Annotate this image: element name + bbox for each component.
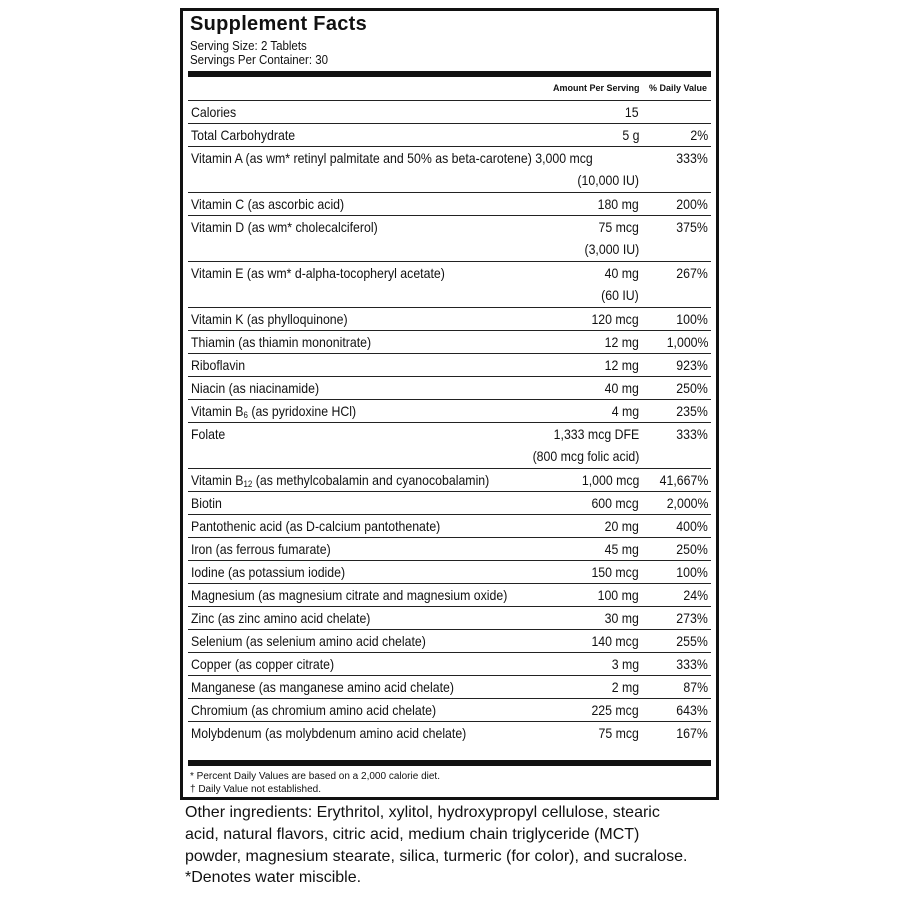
amount-per-serving: 4 mg: [611, 403, 639, 419]
daily-value-percent: 250%: [676, 541, 708, 557]
amount-per-serving: 40 mg: [604, 380, 639, 396]
nutrient-name: Biotin: [191, 495, 222, 511]
table-row: [188, 215, 711, 261]
nutrient-name: Thiamin (as thiamin mononitrate): [191, 334, 372, 350]
daily-value-percent: 167%: [676, 725, 708, 741]
daily-value-percent: 333%: [676, 426, 708, 442]
nutrient-name: Vitamin C (as ascorbic acid): [191, 196, 345, 212]
table-row: [188, 629, 711, 652]
amount-per-serving: 100 mg: [597, 587, 639, 603]
nutrient-table: [188, 100, 711, 744]
table-row: [188, 675, 711, 698]
daily-value-percent: 24%: [683, 587, 708, 603]
daily-value-percent: 1,000%: [666, 334, 708, 350]
table-row: [188, 399, 711, 422]
daily-value-percent: 2%: [690, 127, 708, 143]
nutrient-name: Niacin (as niacinamide): [191, 380, 320, 396]
amount-per-serving: 5 g: [621, 127, 639, 143]
nutrient-name: Calories: [191, 104, 237, 120]
daily-value-percent: 255%: [676, 633, 708, 649]
nutrient-name: Vitamin $B_6$ (as pyridoxine HCl): [191, 403, 357, 420]
table-row: [188, 261, 711, 307]
amount-per-serving: 1,333 mcg DFE: [553, 426, 639, 442]
nutrient-name: Vitamin A (as wm* retinyl palmitate and 50% as beta-carotene) 3,000 mcg: [191, 150, 593, 166]
panel-title: Supplement Facts: [190, 13, 368, 35]
daily-value-percent: 250%: [676, 380, 708, 396]
amount-per-serving: 15: [625, 104, 639, 120]
daily-value-percent: 100%: [676, 564, 708, 580]
table-row: [188, 537, 711, 560]
nutrient-name: Vitamin $B_{12}$ (as methylcobalamin and cyanocobalamin): [191, 472, 490, 489]
servings-per-container: Servings Per Container: 30: [190, 53, 329, 67]
amount-per-serving: 2 mg: [611, 679, 639, 695]
amount-per-serving: 3 mg: [611, 656, 639, 672]
nutrient-name: Zinc (as zinc amino acid chelate): [191, 610, 371, 626]
amount-per-serving: 75 mcg: [598, 725, 639, 741]
table-row: [188, 560, 711, 583]
nutrient-name: Manganese (as manganese amino acid chelate): [191, 679, 454, 695]
other-ingredients-line-2: acid, natural flavors, citric acid, medium chain triglyceride (MCT): [185, 826, 640, 843]
amount-per-serving: 150 mcg: [591, 564, 639, 580]
nutrient-name: Riboflavin: [191, 357, 246, 373]
nutrient-name: Chromium (as chromium amino acid chelate): [191, 702, 437, 718]
daily-value-percent: 273%: [676, 610, 708, 626]
daily-value-footnote: * Percent Daily Values are based on a 2,000 calorie diet.: [190, 771, 440, 782]
daily-value-percent: 400%: [676, 518, 708, 534]
table-row: [188, 721, 711, 744]
daily-value-percent: 267%: [676, 265, 708, 281]
supplement-facts-panel: [180, 8, 719, 800]
daily-value-percent: 87%: [683, 679, 708, 695]
daily-value-percent: 643%: [676, 702, 708, 718]
amount-per-serving: 12 mg: [604, 357, 639, 373]
nutrient-name: Vitamin K (as phylloquinone): [191, 311, 348, 327]
daily-value-percent: 2,000%: [666, 495, 708, 511]
nutrient-name: Vitamin D (as wm* cholecalciferol): [191, 219, 378, 235]
amount-per-serving: 45 mg: [604, 541, 639, 557]
amount-per-serving: 180 mg: [597, 196, 639, 212]
amount-per-serving: 225 mcg: [591, 702, 639, 718]
not-established-footnote: † Daily Value not established.: [190, 784, 322, 795]
table-row: [188, 192, 711, 215]
daily-value-percent: 333%: [676, 150, 708, 166]
amount-per-serving: 140 mcg: [591, 633, 639, 649]
table-row: [188, 698, 711, 721]
bottom-thick-rule: [188, 760, 711, 766]
table-row: [188, 514, 711, 537]
serving-size: Serving Size: 2 Tablets: [190, 39, 307, 53]
amount-per-serving: 40 mg: [604, 265, 639, 281]
nutrient-name: Iodine (as potassium iodide): [191, 564, 346, 580]
table-row: [188, 146, 711, 192]
amount-secondary: (10,000 IU): [577, 172, 639, 188]
other-ingredients-line-1: Other ingredients: Erythritol, xylitol, hydroxypropyl cellulose, stearic: [185, 804, 660, 821]
other-ingredients-line-3: powder, magnesium stearate, silica, turmeric (for color), and sucralose.: [185, 848, 688, 865]
daily-value-percent: 200%: [676, 196, 708, 212]
table-row: [188, 376, 711, 399]
daily-value-percent: 333%: [676, 656, 708, 672]
table-row: [188, 583, 711, 606]
amount-secondary: (800 mcg folic acid): [532, 448, 639, 464]
nutrient-name: Selenium (as selenium amino acid chelate): [191, 633, 426, 649]
table-row: [188, 307, 711, 330]
table-row: [188, 652, 711, 675]
amount-per-serving: 120 mcg: [591, 311, 639, 327]
daily-value-percent: 375%: [676, 219, 708, 235]
table-row: [188, 123, 711, 146]
amount-per-serving: 30 mg: [604, 610, 639, 626]
table-row: [188, 468, 711, 491]
nutrient-name: Pantothenic acid (as D-calcium pantothenate): [191, 518, 441, 534]
amount-per-serving: 12 mg: [604, 334, 639, 350]
nutrient-name: Copper (as copper citrate): [191, 656, 335, 672]
table-row: [188, 422, 711, 468]
column-header-daily-value: % Daily Value: [649, 83, 708, 93]
nutrient-name: Magnesium (as magnesium citrate and magnesium oxide): [191, 587, 508, 603]
table-row: [188, 606, 711, 629]
water-miscible-note: *Denotes water miscible.: [185, 869, 362, 886]
table-row: [188, 330, 711, 353]
daily-value-percent: 100%: [676, 311, 708, 327]
amount-secondary: (60 IU): [601, 287, 639, 303]
table-row: [188, 491, 711, 514]
nutrient-name: Folate: [191, 426, 226, 442]
amount-per-serving: 1,000 mcg: [581, 472, 639, 488]
amount-per-serving: 600 mcg: [591, 495, 639, 511]
daily-value-percent: 923%: [676, 357, 708, 373]
top-thick-rule: [188, 71, 711, 77]
nutrient-name: Vitamin E (as wm* d-alpha-tocopheryl acetate): [191, 265, 445, 281]
daily-value-percent: 235%: [676, 403, 708, 419]
other-ingredients: [185, 802, 713, 868]
column-header-amount: Amount Per Serving: [553, 83, 640, 93]
amount-per-serving: 75 mcg: [598, 219, 639, 235]
daily-value-percent: 41,667%: [659, 472, 708, 488]
nutrient-name: Molybdenum (as molybdenum amino acid chelate): [191, 725, 467, 741]
nutrient-name: Total Carbohydrate: [191, 127, 296, 143]
amount-secondary: (3,000 IU): [584, 241, 639, 257]
nutrient-name: Iron (as ferrous fumarate): [191, 541, 331, 557]
table-row: [188, 100, 711, 123]
amount-per-serving: 20 mg: [604, 518, 639, 534]
table-row: [188, 353, 711, 376]
